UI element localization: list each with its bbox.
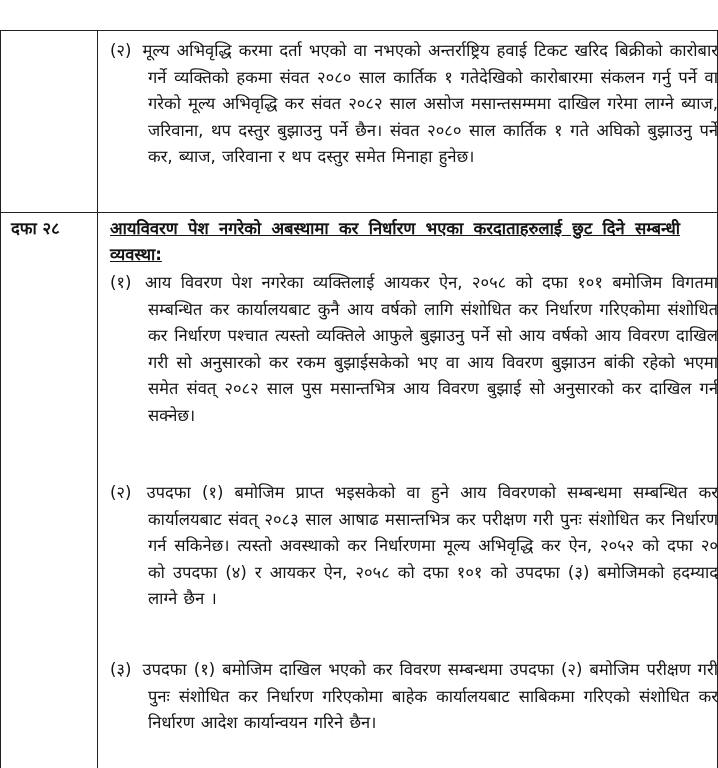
subsection-number: (१) — [110, 273, 132, 292]
prev-subsection-2 — [110, 38, 718, 171]
table-row-divider — [0, 212, 718, 213]
section-28-subsection-3 — [110, 657, 718, 737]
table-top-border — [0, 30, 718, 31]
subsection-text: उपदफा (१) बमोजिम प्राप्त भइसकेको वा हुने आय विवरणको सम्बन्धमा सम्बन्धित कर कार्यालयबाट संवत् २०८३ साल आषाढ मसान्तभित्र कर परीक्षण गरी पुनः संशोधित कर निर्धारण गर्न सकिनेछ। त्यस्तो अवस्थाको कर निर्धारणमा मूल्य अभिवृद्धि कर ऐन, २०५२ को दफा २० को उपदफा (४) र आयकर ऐन, २०५८ को दफा १०१ को उपदफा (३) बमोजिमको हदम्याद लाग्ने छैन । — [146, 483, 718, 608]
section-28-subsection-1 — [110, 270, 718, 429]
table-column-divider — [97, 30, 98, 768]
subsection-number: (२) — [110, 41, 132, 60]
subsection-text: आय विवरण पेश नगरेका व्यक्तिलाई आयकर ऐन, २०५८ को दफा १०१ बमोजिम विगतमा सम्बन्धित कर कार्यालयबाट कुनै आय वर्षको लागि संशोधित कर निर्धारण गरिएकोमा संशोधित कर निर्धारण पश्चात त्यस्तो व्यक्तिले आफुले बुझाउनु पर्ने सो आय वर्षको आय विवरण दाखिल गरी सो अनुसारको कर रकम बुझाईसकेको भए वा आय विवरण बुझाउन बांकी रहेको भएमा समेत संवत् २०८२ साल पुस मसान्तभित्र आय विवरण बुझाई सो अनुसारको कर दाखिल गर्न सक्नेछ। — [144, 273, 718, 425]
subsection-number: (३) — [110, 660, 132, 679]
section-label: दफा २८ — [11, 219, 60, 238]
subsection-text: मूल्य अभिवृद्धि करमा दर्ता भएको वा नभएको अन्तर्राष्ट्रिय हवाई टिकट खरिद बिक्रीको कारोबार गर्ने व्यक्तिको हकमा संवत २०८० साल कार्तिक १ गतेदेखिको कारोबारमा संकलन गर्नु पर्ने वा गरेको मूल्य अभिवृद्धि कर संवत २०८२ साल असोज मसान्तसम्ममा दाखिल गरेमा लाग्ने ब्याज, जरिवाना, थप दस्तुर बुझाउनु पर्ने छैन। संवत २०८० साल कार्तिक १ गते अघिको बुझाउनु पर्ने कर, ब्याज, जरिवाना र थप दस्तुर समेत मिनाहा हुनेछ। — [142, 41, 718, 166]
section-heading: आयविवरण पेश नगरेको अबस्थामा कर निर्धारण भएका करदाताहरुलाई छुट दिने सम्बन्धी व्यवस्था: — [110, 219, 680, 264]
subsection-number: (२) — [110, 483, 132, 502]
table-left-border — [0, 30, 1, 768]
subsection-text: उपदफा (१) बमोजिम दाखिल भएको कर विवरण सम्बन्धमा उपदफा (२) बमोजिम परीक्षण गरी पुनः संशोधित कर निर्धारण गरिएकोमा बाहेक कार्यालयबाट साबिकमा गरिएको संशोधित कर निर्धारण आदेश कार्यान्वयन गरिने छैन। — [142, 660, 718, 732]
section-28-subsection-2 — [110, 480, 718, 613]
